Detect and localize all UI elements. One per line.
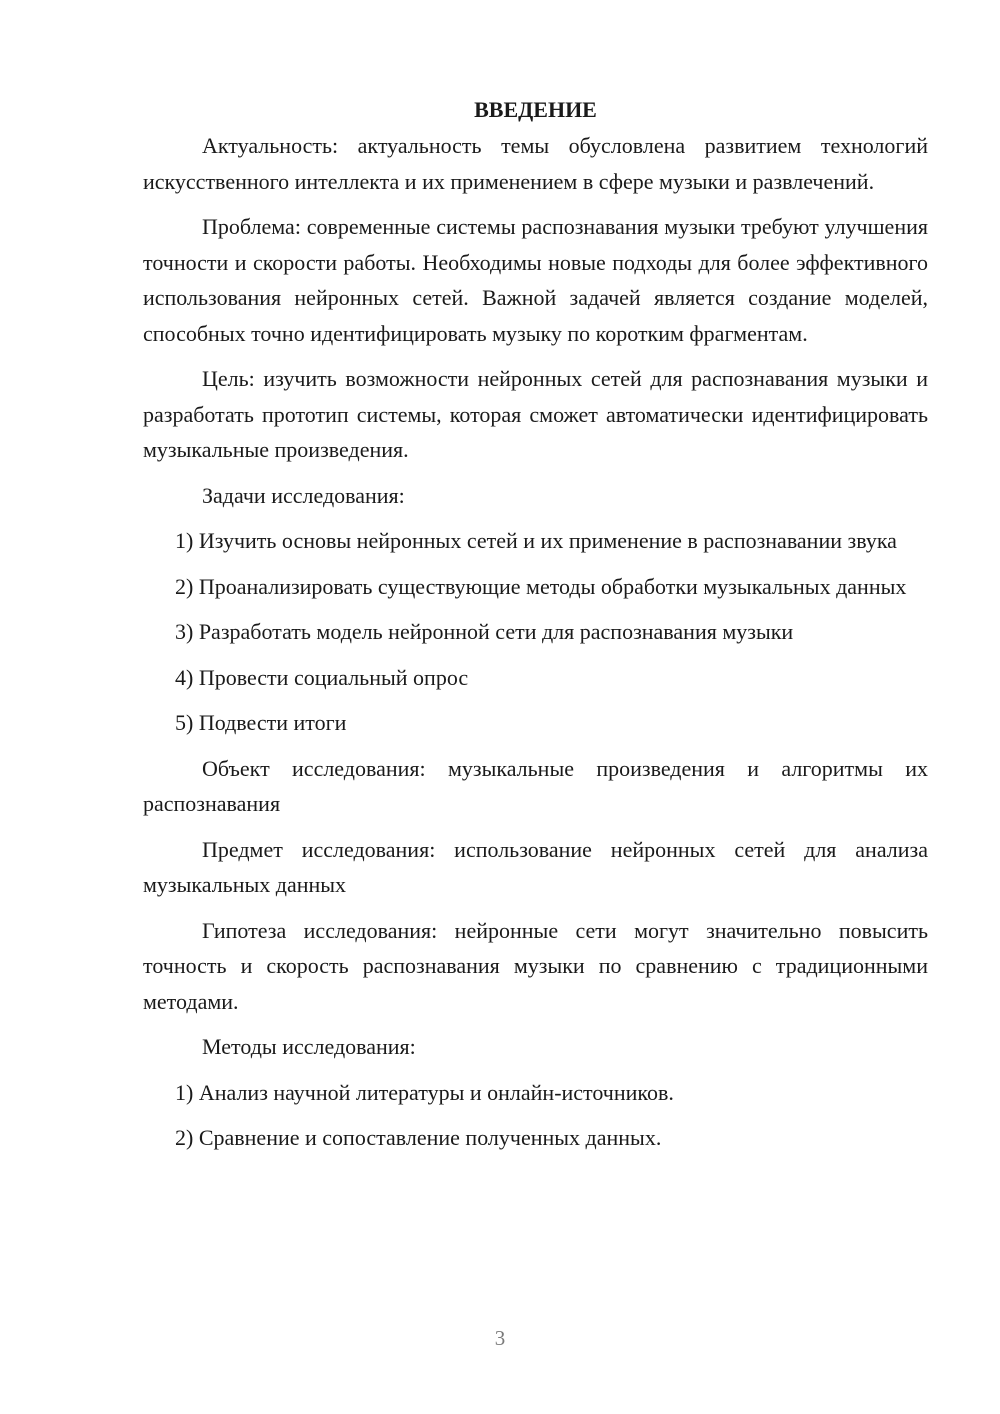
task-item-3: 3) Разработать модель нейронной сети для распознавания музыки: [175, 619, 794, 644]
page-number: 3: [494, 1326, 506, 1350]
paragraph-hypothesis: Гипотеза исследования: нейронные сети могут значительно повысить точность и скорость распознавания музыки по сравнению с традиционными методами.: [143, 917, 928, 1014]
task-item-4: 4) Провести социальный опрос: [175, 664, 469, 690]
method-item-1: 1) Анализ научной литературы и онлайн-источников.: [175, 1079, 674, 1105]
method-item-2: 2) Сравнение и сопоставление полученных данных.: [175, 1125, 662, 1150]
methods-heading: Методы исследования:: [202, 1034, 416, 1059]
task-item-1: 1) Изучить основы нейронных сетей и их применение в распознавании звука: [175, 528, 897, 553]
page-content: [143, 92, 928, 1166]
paragraph-problem: Проблема: современные системы распознавания музыки требуют улучшения точности и скорости работы. Необходимы новые подходы для более эффективного использования нейронных сетей. Важной задачей является создание моделей, способных точно идентифицировать музыку по коротким фрагментам.: [143, 214, 928, 346]
task-item-5: 5) Подвести итоги: [175, 710, 347, 735]
section-title: ВВЕДЕНИЕ: [474, 97, 597, 122]
paragraph-goal: Цель: изучить возможности нейронных сетей для распознавания музыки и разработать прототип системы, которая сможет автоматически идентифицировать музыкальные произведения.: [143, 366, 928, 462]
tasks-heading: Задачи исследования:: [202, 482, 405, 508]
paragraph-relevance: Актуальность: актуальность темы обусловлена развитием технологий искусственного интеллекта и их применением в сфере музыки и развлечений.: [143, 133, 928, 194]
paragraph-object: Объект исследования: музыкальные произведения и алгоритмы их распознавания: [143, 755, 928, 816]
paragraph-subject: Предмет исследования: использование нейронных сетей для анализа музыкальных данных: [143, 836, 928, 897]
task-item-2: 2) Проанализировать существующие методы обработки музыкальных данных: [175, 573, 907, 599]
